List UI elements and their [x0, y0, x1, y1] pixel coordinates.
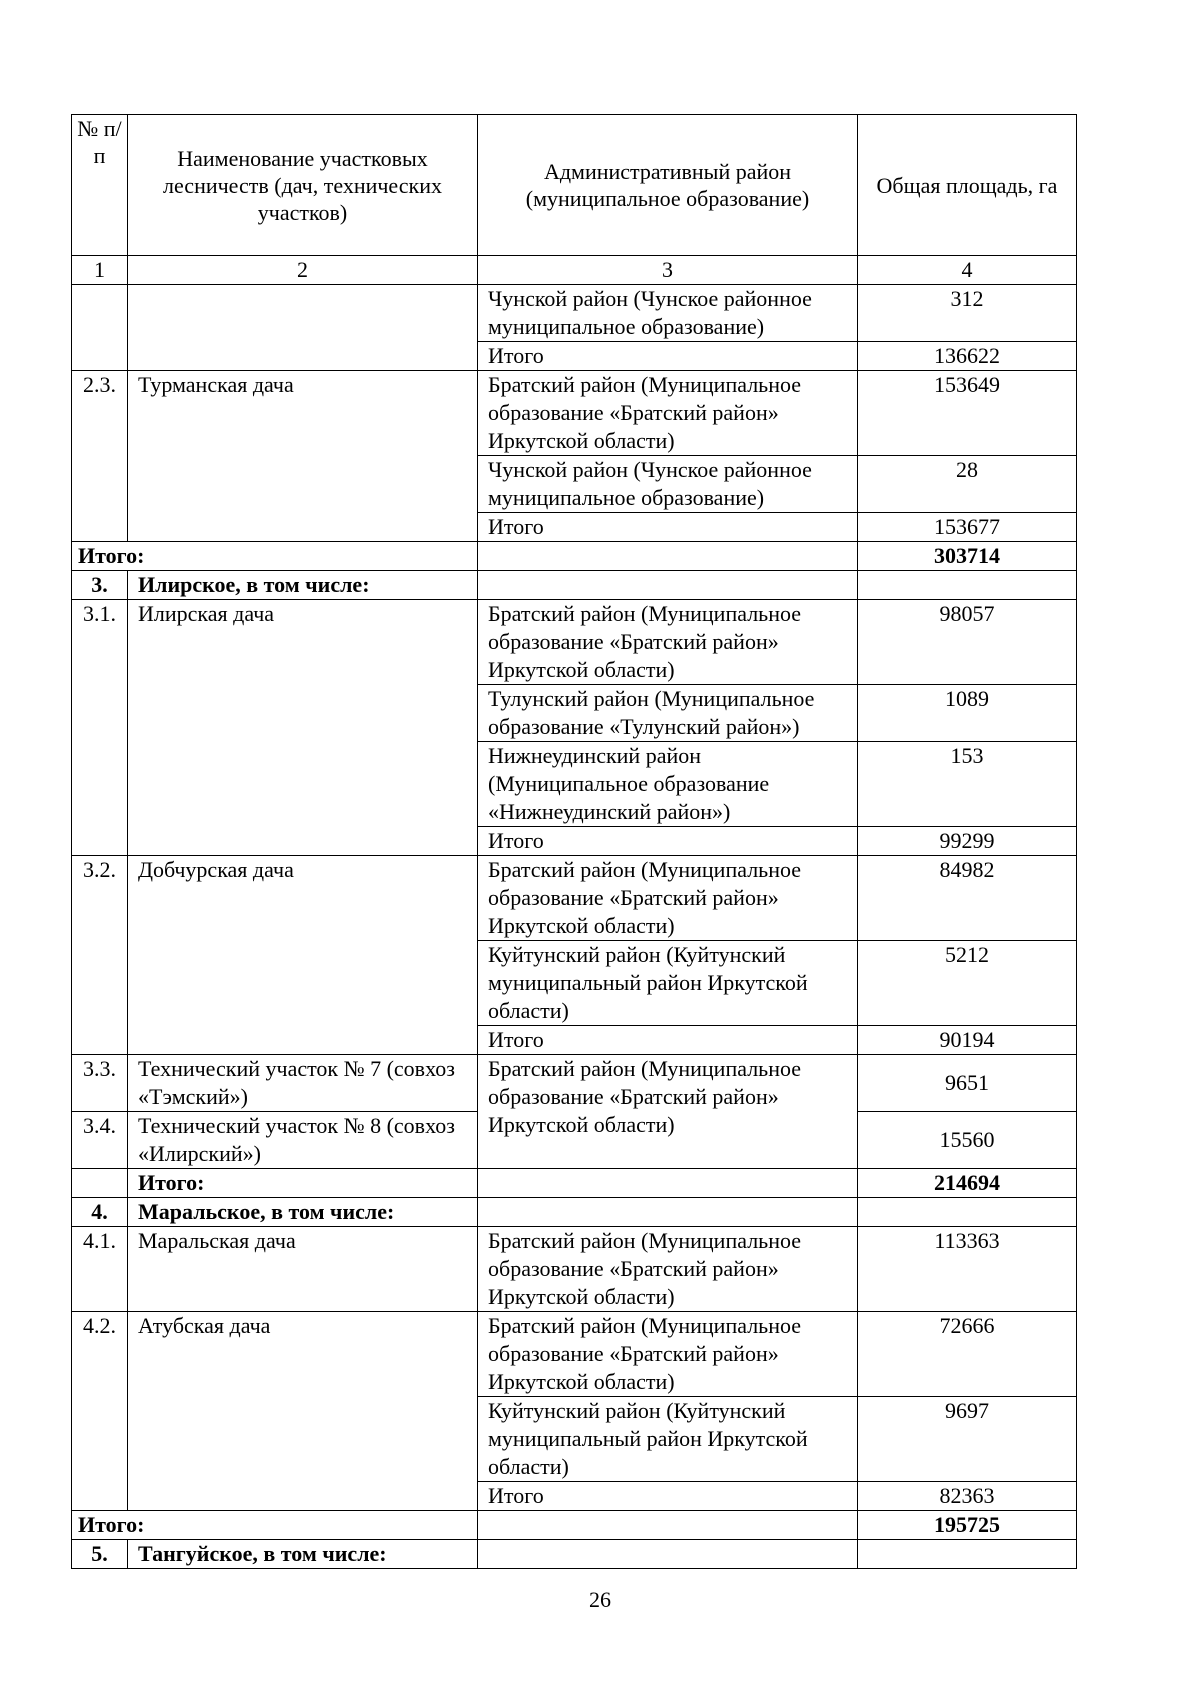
total-row: [72, 1169, 1077, 1198]
row-district: [478, 1169, 858, 1198]
table-row: [72, 371, 1077, 456]
row-name: Турманская дача: [128, 371, 478, 542]
column-number: 3: [478, 256, 858, 285]
row-number: 4.1.: [72, 1227, 128, 1312]
row-name: Илирская дача: [128, 600, 478, 856]
table-row: [72, 856, 1077, 941]
row-district: Нижнеудинский район (Муниципальное образование «Нижнеудинский район»): [478, 742, 858, 827]
column-numbers-row: [72, 256, 1077, 285]
row-number: 3.1.: [72, 600, 128, 856]
row-district: Чунской район (Чунское районное муниципальное образование): [478, 285, 858, 342]
row-area: 9651: [858, 1055, 1077, 1112]
row-district: Итого: [478, 513, 858, 542]
header-name: Наименование участковых лесничеств (дач, технических участков): [128, 115, 478, 256]
header-area: Общая площадь, га: [858, 115, 1077, 256]
row-area: 1089: [858, 685, 1077, 742]
row-district: Итого: [478, 827, 858, 856]
row-district: [478, 1540, 858, 1569]
section-number: 5.: [72, 1540, 128, 1569]
section-name: Илирское, в том числе:: [128, 571, 478, 600]
row-area: 99299: [858, 827, 1077, 856]
total-label: Итого:: [128, 1169, 478, 1198]
row-area: 312: [858, 285, 1077, 342]
row-area: 153: [858, 742, 1077, 827]
section-name: Маральское, в том числе:: [128, 1198, 478, 1227]
table-row: [72, 285, 1077, 342]
row-district: Куйтунский район (Куйтунский муниципальный район Иркутской области): [478, 941, 858, 1026]
row-district: Братский район (Муниципальное образование «Братский район» Иркутской области): [478, 371, 858, 456]
total-label: Итого:: [72, 1511, 478, 1540]
row-area: [858, 1198, 1077, 1227]
section-row: [72, 1540, 1077, 1569]
row-area: 153677: [858, 513, 1077, 542]
row-district: Братский район (Муниципальное образование «Братский район» Иркутской области): [478, 1227, 858, 1312]
section-row: [72, 571, 1077, 600]
row-district: Итого: [478, 342, 858, 371]
row-area: 84982: [858, 856, 1077, 941]
row-district: Итого: [478, 1482, 858, 1511]
table-row: [72, 1055, 1077, 1112]
row-area: 90194: [858, 1026, 1077, 1055]
row-area: 9697: [858, 1397, 1077, 1482]
header-number: № п/п: [72, 115, 128, 256]
row-name: Добчурская дача: [128, 856, 478, 1055]
row-area: 153649: [858, 371, 1077, 456]
section-number: 4.: [72, 1198, 128, 1227]
row-district: [478, 571, 858, 600]
row-district: Братский район (Муниципальное образование «Братский район» Иркутской области): [478, 1055, 858, 1169]
section-number: 3.: [72, 571, 128, 600]
row-name: Атубская дача: [128, 1312, 478, 1511]
total-row: [72, 542, 1077, 571]
row-number: [72, 285, 128, 371]
row-name: Технический участок № 8 (совхоз «Илирский»): [128, 1112, 478, 1169]
row-number: 4.2.: [72, 1312, 128, 1511]
row-area: 82363: [858, 1482, 1077, 1511]
row-district: [478, 542, 858, 571]
row-district: [478, 1198, 858, 1227]
table-row: [72, 1227, 1077, 1312]
section-row: [72, 1198, 1077, 1227]
row-area: 28: [858, 456, 1077, 513]
row-area: [858, 571, 1077, 600]
row-district: Тулунский район (Муниципальное образование «Тулунский район»): [478, 685, 858, 742]
table-row: [72, 600, 1077, 685]
row-area: 5212: [858, 941, 1077, 1026]
row-district: Братский район (Муниципальное образование «Братский район» Иркутской области): [478, 856, 858, 941]
row-district: Братский район (Муниципальное образование «Братский район» Иркутской области): [478, 600, 858, 685]
column-number: 2: [128, 256, 478, 285]
row-district: Итого: [478, 1026, 858, 1055]
row-area: 98057: [858, 600, 1077, 685]
row-number: 3.4.: [72, 1112, 128, 1169]
total-row: [72, 1511, 1077, 1540]
row-district: [478, 1511, 858, 1540]
row-name: Маральская дача: [128, 1227, 478, 1312]
total-area: 303714: [858, 542, 1077, 571]
row-name: Технический участок № 7 (совхоз «Тэмский»): [128, 1055, 478, 1112]
row-area: [858, 1540, 1077, 1569]
total-area: 195725: [858, 1511, 1077, 1540]
row-district: Чунской район (Чунское районное муниципальное образование): [478, 456, 858, 513]
page-number: 26: [589, 1587, 611, 1612]
row-district: Куйтунский район (Куйтунский муниципальный район Иркутской области): [478, 1397, 858, 1482]
row-area: 15560: [858, 1112, 1077, 1169]
forestry-table: [71, 114, 1077, 1569]
total-label: Итого:: [72, 542, 478, 571]
row-area: 72666: [858, 1312, 1077, 1397]
row-area: 136622: [858, 342, 1077, 371]
row-number: 3.3.: [72, 1055, 128, 1112]
total-area: 214694: [858, 1169, 1077, 1198]
row-district: Братский район (Муниципальное образование «Братский район» Иркутской области): [478, 1312, 858, 1397]
header-district: Административный район (муниципальное образование): [478, 115, 858, 256]
row-area: 113363: [858, 1227, 1077, 1312]
row-number: 3.2.: [72, 856, 128, 1055]
row-number: 2.3.: [72, 371, 128, 542]
row-number: [72, 1169, 128, 1198]
table-row: [72, 1312, 1077, 1397]
column-number: 1: [72, 256, 128, 285]
section-name: Тангуйское, в том числе:: [128, 1540, 478, 1569]
table-header-row: [72, 115, 1077, 256]
row-name: [128, 285, 478, 371]
column-number: 4: [858, 256, 1077, 285]
